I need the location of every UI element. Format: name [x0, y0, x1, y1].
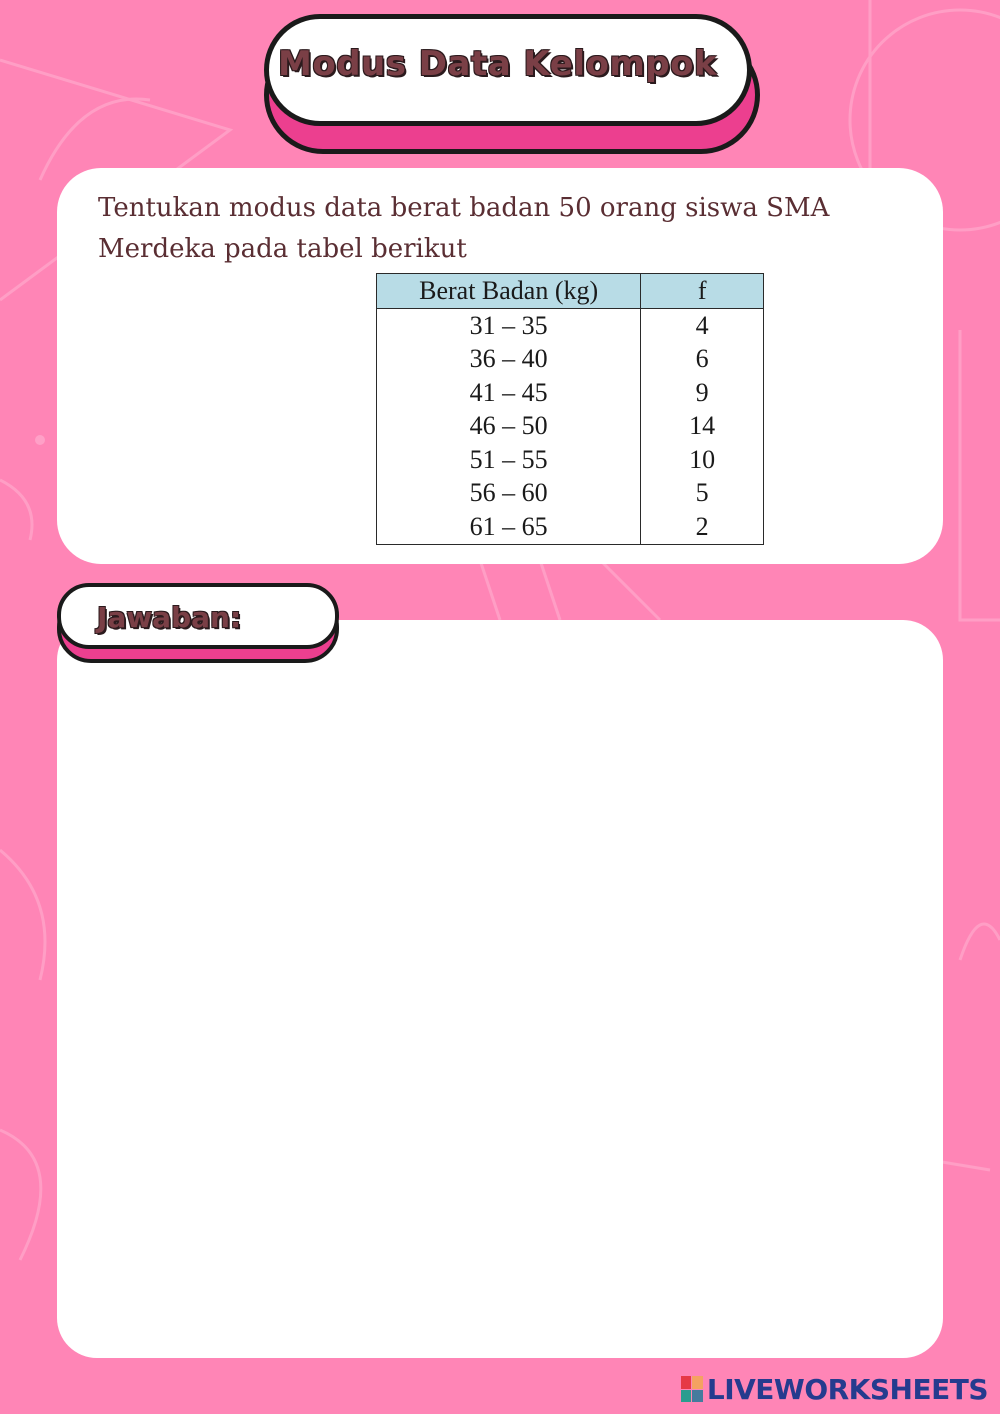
question-text [98, 188, 898, 270]
cell-range: 61 – 65 [377, 510, 641, 544]
title-banner [264, 14, 754, 150]
header-weight: Berat Badan (kg) [377, 274, 641, 309]
cell-frequency: 2 [641, 510, 764, 544]
cell-frequency: 10 [641, 443, 764, 477]
liveworksheets-logo-icon [681, 1376, 703, 1402]
cell-range: 41 – 45 [377, 376, 641, 410]
answer-label-banner [57, 583, 341, 663]
page-title: Modus Data Kelompok [278, 44, 718, 84]
cell-frequency: 6 [641, 343, 764, 377]
cell-range: 56 – 60 [377, 477, 641, 511]
cell-frequency: 14 [641, 410, 764, 444]
table-row [377, 510, 764, 544]
cell-range: 31 – 35 [377, 309, 641, 343]
table-header-row [377, 274, 764, 309]
question-card [57, 168, 943, 564]
question-line-2: Merdeka pada tabel berikut [98, 234, 467, 264]
answer-input-area[interactable] [57, 620, 943, 1358]
cell-frequency: 9 [641, 376, 764, 410]
table-row [377, 376, 764, 410]
header-frequency: f [641, 274, 764, 309]
cell-range: 36 – 40 [377, 343, 641, 377]
cell-frequency: 4 [641, 309, 764, 343]
table-row [377, 309, 764, 343]
cell-range: 51 – 55 [377, 443, 641, 477]
table-row [377, 443, 764, 477]
cell-range: 46 – 50 [377, 410, 641, 444]
liveworksheets-brand [681, 1372, 988, 1406]
table-row [377, 477, 764, 511]
table-row [377, 343, 764, 377]
question-line-1: Tentukan modus data berat badan 50 orang siswa SMA [98, 193, 830, 223]
brand-name: LIVEWORKSHEETS [706, 1372, 988, 1406]
answer-label: Jawaban: [97, 601, 242, 634]
table-row [377, 410, 764, 444]
weight-frequency-table [376, 273, 764, 545]
cell-frequency: 5 [641, 477, 764, 511]
